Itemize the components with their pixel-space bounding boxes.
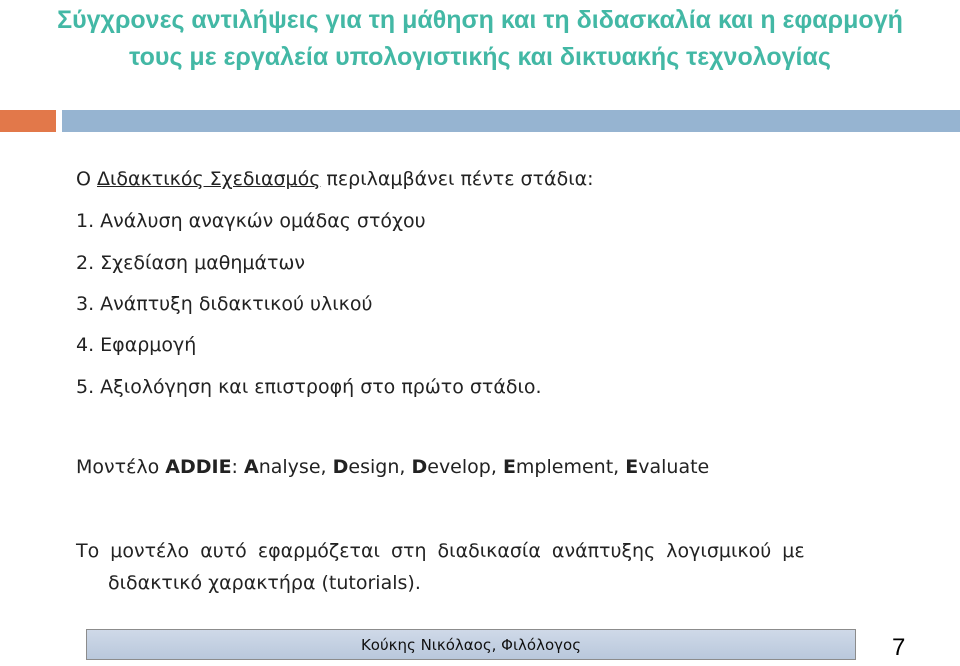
footer-author (86, 629, 856, 660)
accent-bar-blue (62, 110, 960, 132)
step-item: 5. Αξιολόγηση και επιστροφή στο πρώτο στάδιο. (76, 376, 542, 398)
accent-bar-orange (0, 110, 56, 132)
note-line-2: διδακτικό χαρακτήρα (tutorials). (108, 572, 421, 594)
note-paragraph (76, 535, 912, 599)
model-prefix: Μοντέλο (76, 456, 166, 478)
model-word: evelop (427, 456, 491, 478)
note-line-1: Το μοντέλο αυτό εφαρμόζεται στη διαδικασία ανάπτυξης λογισμικού με (76, 540, 805, 562)
model-acronym: ADDIE (165, 456, 232, 478)
model-word: valuate (638, 456, 710, 478)
model-joiner: , (320, 456, 333, 478)
model-separator: : (231, 456, 244, 478)
model-initial: D (411, 456, 428, 478)
slide-title: Σύγχρονες αντιλήψεις για τη μάθηση και τη διδασκαλία και η εφαρμογή τους με εργαλεία υπολογιστικής και δικτυακής τεχνολογίας (57, 6, 903, 71)
intro-paragraph (76, 166, 594, 192)
model-initial: E (625, 456, 639, 478)
model-word: esign (348, 456, 400, 478)
step-item: 4. Εφαρμογή (76, 334, 197, 356)
intro-prefix: Ο (76, 168, 97, 190)
model-joiner: , (613, 456, 626, 478)
model-initial: A (244, 456, 259, 478)
model-word: mplement (515, 456, 614, 478)
model-initial: E (502, 456, 516, 478)
intro-suffix: περιλαμβάνει πέντε στάδια: (320, 168, 594, 190)
step-item: 3. Ανάπτυξη διδακτικού υλικού (76, 293, 373, 315)
didactic-design-link[interactable]: Διδακτικός Σχεδιασμός (97, 168, 321, 190)
addie-model-line (76, 454, 709, 480)
model-word: nalyse (258, 456, 321, 478)
step-item: 2. Σχεδίαση μαθημάτων (76, 252, 305, 274)
page-number: 7 (892, 634, 906, 661)
step-item: 1. Ανάλυση αναγκών ομάδας στόχου (76, 210, 426, 232)
model-initial: D (332, 456, 349, 478)
model-joiner: , (490, 456, 503, 478)
footer-text: Κούκης Νικόλαος, Φιλόλογος (360, 635, 582, 654)
model-joiner: , (399, 456, 412, 478)
